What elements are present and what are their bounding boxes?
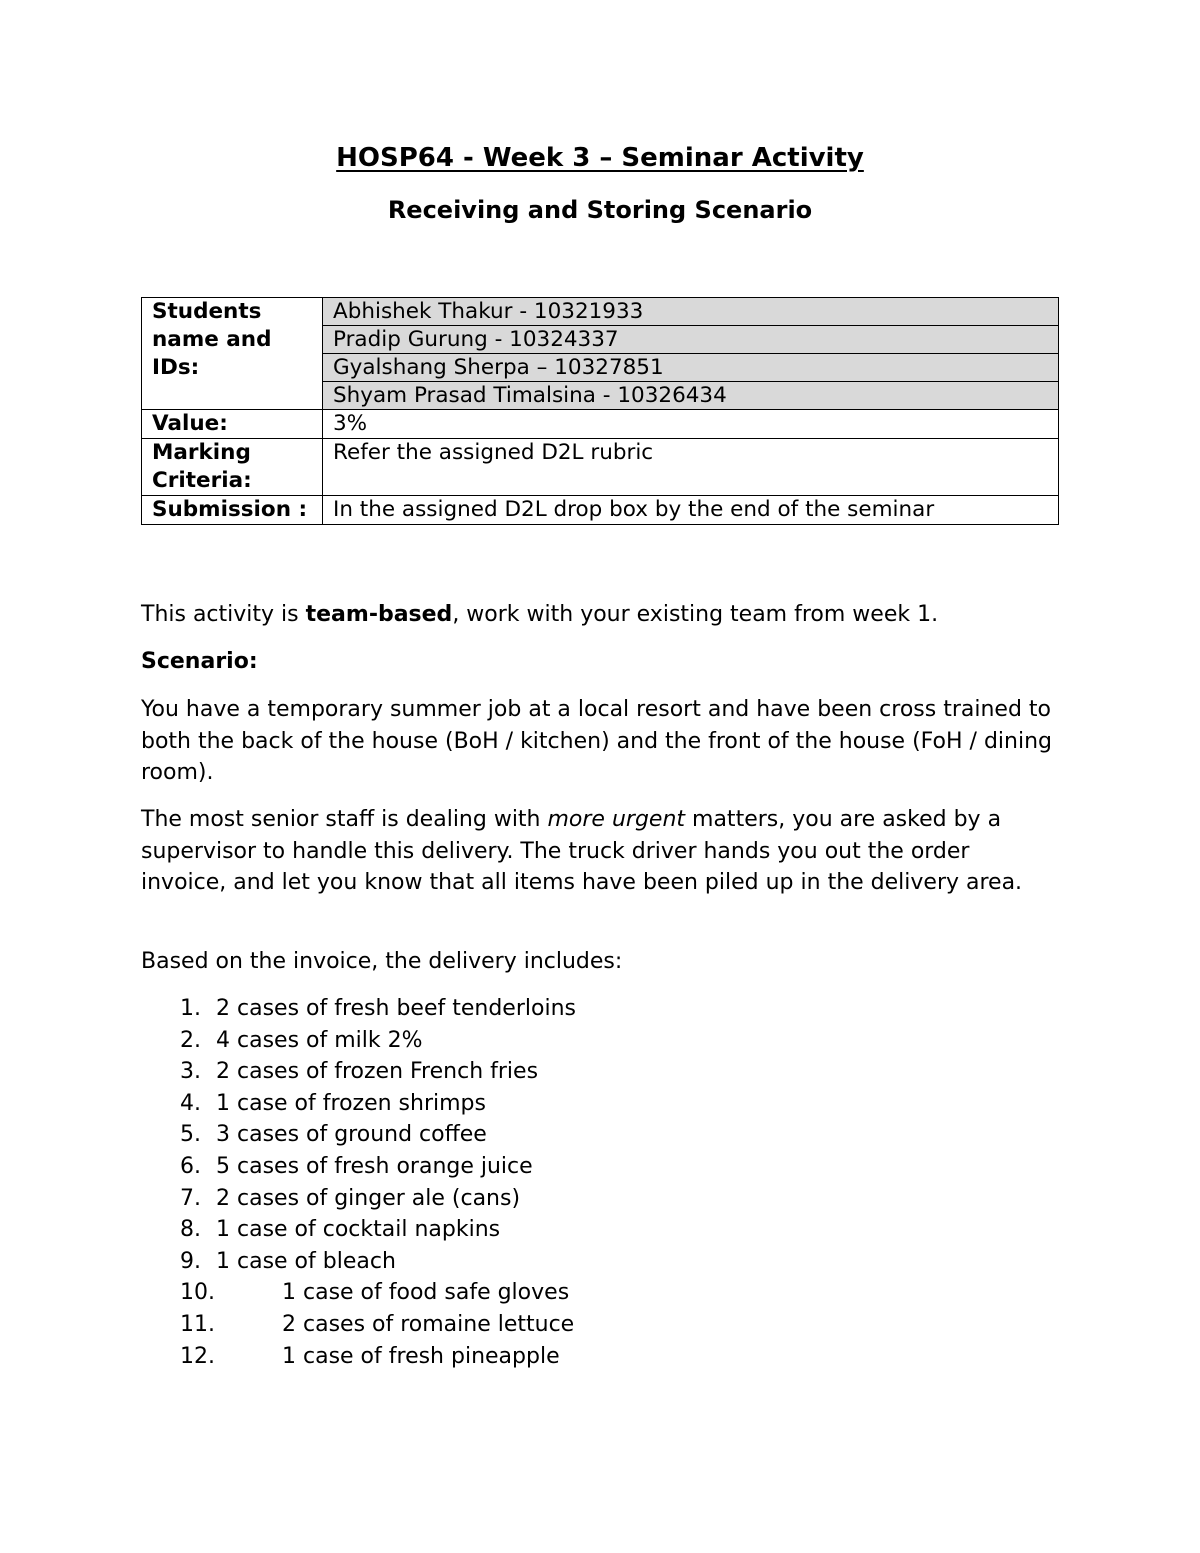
document-title: HOSP64 - Week 3 – Seminar Activity xyxy=(336,143,864,173)
marking-cell: Refer the assigned D2L rubric xyxy=(323,439,1059,496)
table-row xyxy=(142,439,1059,496)
list-item-number: 8. xyxy=(180,1217,201,1243)
intro-paragraph xyxy=(141,599,1061,631)
list-item-number: 7. xyxy=(180,1185,201,1211)
list-item-number: 6. xyxy=(180,1153,201,1179)
paragraph2-text-after: matters, you are asked by a supervisor to handle this delivery. The truck driver hands you out the order invoice, and let you know that all items have been piled up in the delivery area. xyxy=(141,807,1023,895)
list-item-number: 11. xyxy=(180,1311,215,1337)
list-item-number: 1. xyxy=(180,996,201,1021)
scenario-paragraph-2 xyxy=(141,804,1061,899)
student-entry: Pradip Gurung - 10324337 xyxy=(323,326,1059,354)
list-item-number: 10. xyxy=(180,1280,215,1306)
list-item-number: 12. xyxy=(180,1343,215,1369)
list-item-text: 4 cases of milk 2% xyxy=(216,1027,423,1053)
list-item-number: 9. xyxy=(180,1248,201,1274)
list-item-text: 1 case of fresh pineapple xyxy=(282,1343,560,1369)
student-entry: Abhishek Thakur - 10321933 xyxy=(323,298,1059,326)
document-subtitle: Receiving and Storing Scenario xyxy=(387,196,813,224)
list-item xyxy=(180,1151,576,1183)
list-intro: Based on the invoice, the delivery includes: xyxy=(141,949,623,974)
list-item xyxy=(180,1056,576,1088)
info-table xyxy=(141,297,1059,525)
list-item xyxy=(180,1341,576,1373)
list-item-text: 1 case of bleach xyxy=(216,1248,396,1274)
scenario-paragraph-1: You have a temporary summer job at a local resort and have been cross trained to both the back of the house (BoH / kitchen) and the front of the house (FoH / dining room). xyxy=(141,697,1052,785)
delivery-list xyxy=(180,993,576,1372)
student-entry: Gyalshang Sherpa – 10327851 xyxy=(323,354,1059,382)
scenario-heading: Scenario: xyxy=(141,649,258,674)
value-label: Value: xyxy=(142,410,323,439)
list-item-text: 5 cases of fresh orange juice xyxy=(216,1153,533,1179)
table-row xyxy=(142,496,1059,525)
list-item xyxy=(180,1246,576,1278)
list-item-text: 1 case of frozen shrimps xyxy=(216,1090,486,1116)
list-item-text: 2 cases of frozen French fries xyxy=(216,1059,539,1085)
list-item-text: 2 cases of ginger ale (cans) xyxy=(216,1185,521,1211)
value-cell: 3% xyxy=(323,410,1059,439)
list-item xyxy=(180,1088,576,1120)
submission-label: Submission : xyxy=(142,496,323,525)
students-label: Students name and IDs: xyxy=(142,298,323,410)
intro-bold-text: team-based xyxy=(305,602,453,627)
list-item xyxy=(180,1025,576,1057)
list-item-number: 3. xyxy=(180,1059,201,1085)
list-item-text: 2 cases of fresh beef tenderloins xyxy=(216,996,576,1021)
list-item-number: 5. xyxy=(180,1122,201,1148)
list-item xyxy=(180,1309,576,1341)
table-row xyxy=(142,410,1059,439)
paragraph2-text-before: The most senior staff is dealing with xyxy=(141,807,548,832)
list-item-text: 1 case of food safe gloves xyxy=(282,1280,570,1306)
intro-text-after: , work with your existing team from week 1. xyxy=(452,602,939,627)
student-entry: Shyam Prasad Timalsina - 10326434 xyxy=(323,382,1059,410)
list-item-number: 4. xyxy=(180,1090,201,1116)
list-item-text: 2 cases of romaine lettuce xyxy=(282,1311,575,1337)
intro-text-before: This activity is xyxy=(141,602,306,627)
list-item xyxy=(180,1214,576,1246)
list-item xyxy=(180,1277,576,1309)
submission-cell: In the assigned D2L drop box by the end of the seminar xyxy=(323,496,1059,525)
table-row xyxy=(142,298,1059,326)
list-item xyxy=(180,1119,576,1151)
marking-label: Marking Criteria: xyxy=(142,439,323,496)
list-item-number: 2. xyxy=(180,1027,201,1053)
list-item-text: 3 cases of ground coffee xyxy=(216,1122,487,1148)
list-item xyxy=(180,993,576,1025)
list-item-text: 1 case of cocktail napkins xyxy=(216,1217,501,1243)
paragraph2-italic-text: more urgent xyxy=(547,807,686,832)
list-item xyxy=(180,1183,576,1215)
